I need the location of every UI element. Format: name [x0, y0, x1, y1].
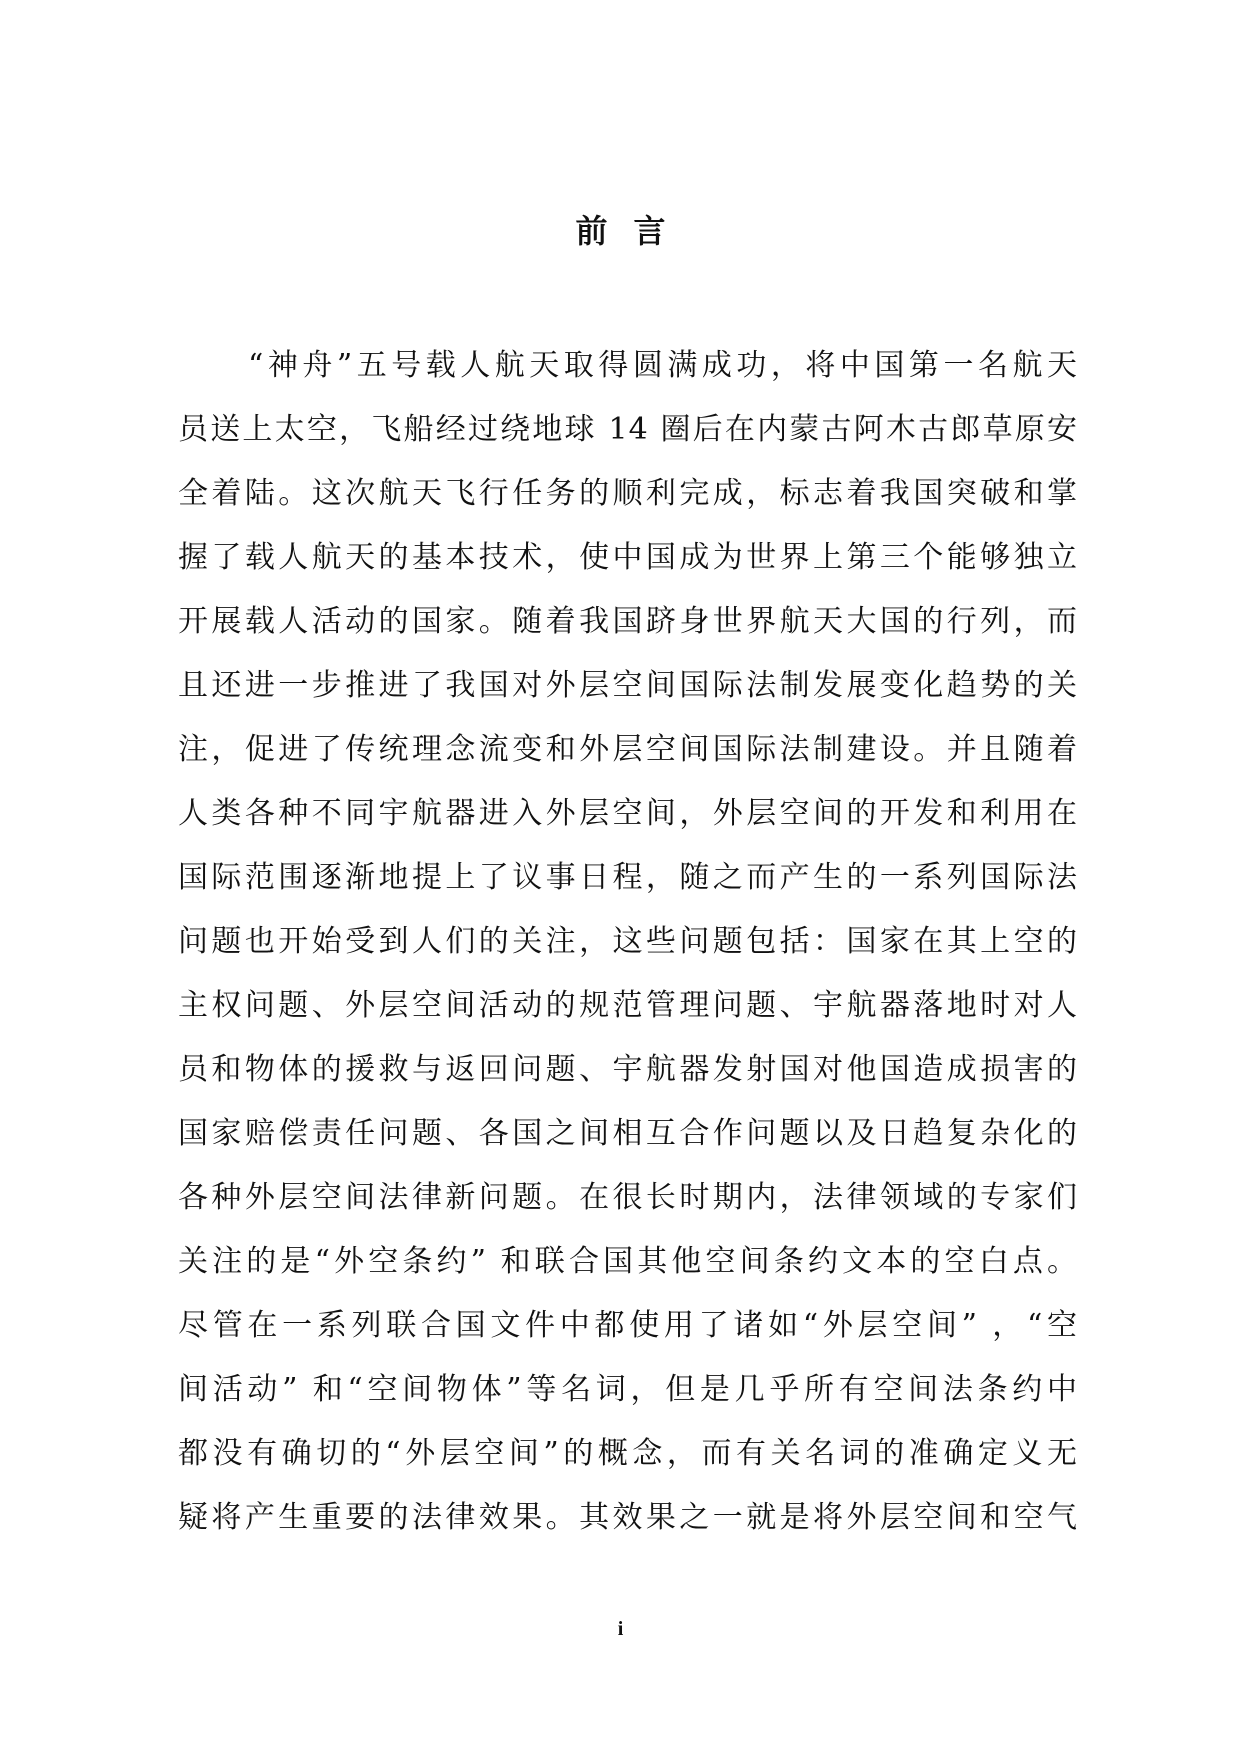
text-line: 各种外层空间法律新问题。在很长时期内，法律领域的专家们	[178, 1180, 1078, 1215]
text-line: 国家赔偿责任问题、各国之间相互合作问题以及日趋复杂化的	[178, 1116, 1078, 1151]
text-line: 人类各种不同宇航器进入外层空间，外层空间的开发和利用在	[178, 796, 1078, 831]
text-line: 员送上太空，飞船经过绕地球 14 圈后在内蒙古阿木古郎草原安	[178, 412, 1078, 447]
text-line: 关注的是“外空条约” 和联合国其他空间条约文本的空白点。	[178, 1244, 1078, 1279]
text-line: 员和物体的援救与返回问题、宇航器发射国对他国造成损害的	[178, 1052, 1078, 1087]
text-line: 开展载人活动的国家。随着我国跻身世界航天大国的行列，而	[178, 604, 1078, 639]
text-line: 疑将产生重要的法律效果。其效果之一就是将外层空间和空气	[178, 1500, 1078, 1535]
text-line: 国际范围逐渐地提上了议事日程，随之而产生的一系列国际法	[178, 860, 1078, 895]
preface-body	[178, 334, 1078, 1550]
text-line: 都没有确切的“外层空间”的概念，而有关名词的准确定义无	[178, 1436, 1078, 1471]
text-line: 全着陆。这次航天飞行任务的顺利完成，标志着我国突破和掌	[178, 476, 1078, 511]
text-line: 且还进一步推进了我国对外层空间国际法制发展变化趋势的关	[178, 668, 1078, 703]
text-line: 问题也开始受到人们的关注，这些问题包括：国家在其上空的	[178, 924, 1078, 959]
text-line: 握了载人航天的基本技术，使中国成为世界上第三个能够独立	[178, 540, 1078, 575]
text-line: 间活动” 和“空间物体”等名词，但是几乎所有空间法条约中	[178, 1372, 1078, 1407]
text-line: 尽管在一系列联合国文件中都使用了诸如“外层空间” ，“空	[178, 1308, 1078, 1343]
page-title: 前言	[575, 212, 692, 250]
text-line: “神舟”五号载人航天取得圆满成功，将中国第一名航天	[248, 348, 1078, 383]
text-line: 注，促进了传统理念流变和外层空间国际法制建设。并且随着	[178, 732, 1078, 767]
page-number: i	[617, 1618, 624, 1640]
text-line: 主权问题、外层空间活动的规范管理问题、宇航器落地时对人	[178, 988, 1078, 1023]
